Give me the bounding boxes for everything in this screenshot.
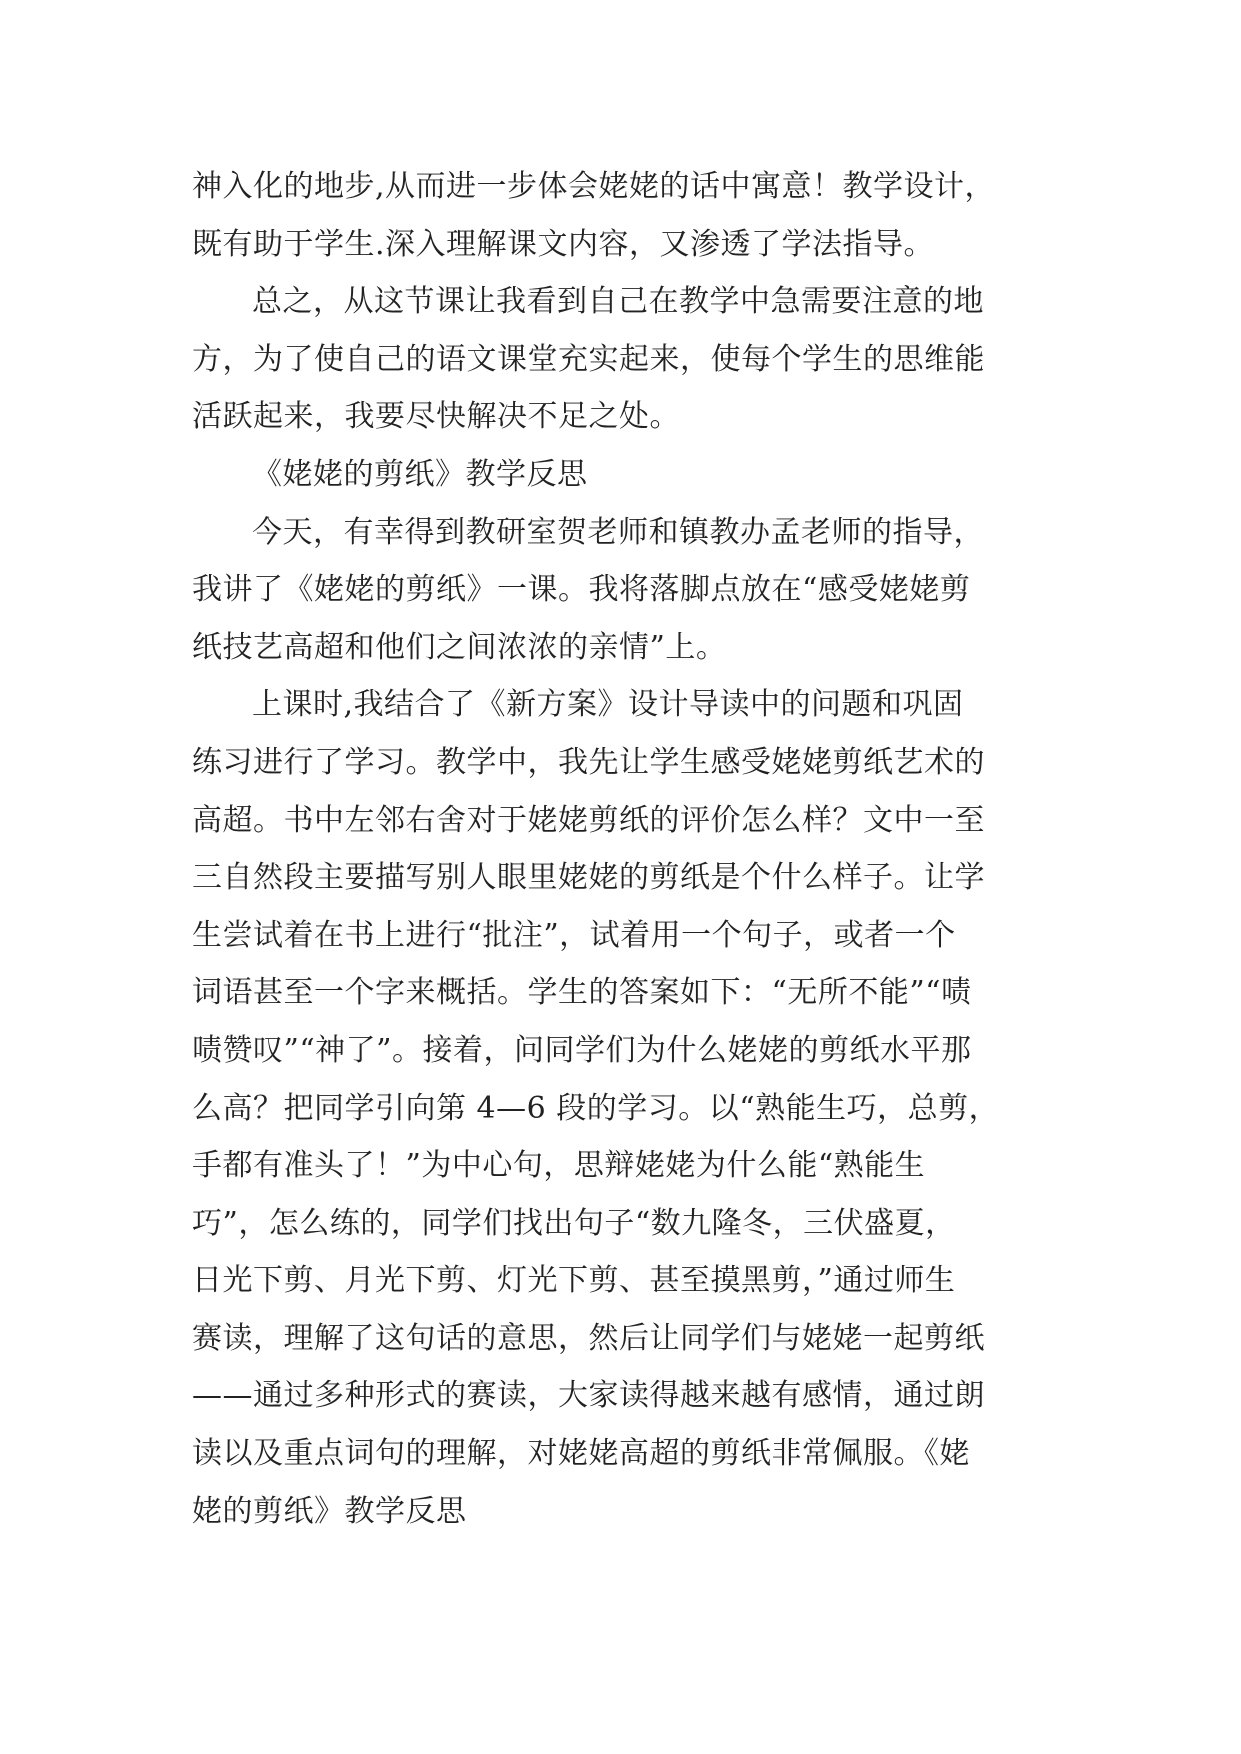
text-line: 姥的剪纸》教学反思: [192, 1493, 467, 1529]
text-line: 练习进行了学习。教学中，我先让学生感受姥姥剪纸艺术的: [192, 744, 985, 780]
text-line: 巧”，怎么练的，同学们找出句子“数九隆冬，三伏盛夏，: [192, 1205, 956, 1241]
text-line: 词语甚至一个字来概括。学生的答案如下：“无所不能”“啧: [192, 975, 972, 1011]
paragraph-start-line: 今天，有幸得到教研室贺老师和镇教办孟老师的指导，: [252, 514, 984, 550]
text-line: 么高？把同学引向第 4—6 段的学习。以“熟能生巧，总剪，: [192, 1090, 1000, 1126]
text-line: 日光下剪、月光下剪、灯光下剪、甚至摸黑剪，”通过师生: [192, 1263, 956, 1299]
text-line: 活跃起来，我要尽快解决不足之处。: [192, 399, 680, 435]
text-line: 读以及重点词句的理解，对姥姥高超的剪纸非常佩服。《姥: [192, 1436, 970, 1472]
text-line: 啧赞叹”“神了”。接着，问同学们为什么姥姥的剪纸水平那: [192, 1032, 972, 1068]
text-line: ——通过多种形式的赛读，大家读得越来越有感情，通过朗: [192, 1378, 985, 1414]
text-line: 方，为了使自己的语文课堂充实起来，使每个学生的思维能: [192, 341, 985, 377]
text-line: 手都有准头了！”为中心句，思辩姥姥为什么能“熟能生: [192, 1148, 926, 1184]
text-line: 生尝试着在书上进行“批注”，试着用一个句子，或者一个: [192, 917, 956, 953]
paragraph-start-line: 总之，从这节课让我看到自己在教学中急需要注意的地: [252, 284, 984, 320]
paragraph-start-line: 上课时,我结合了《新方案》设计导读中的问题和巩固: [252, 687, 964, 723]
text-line: 赛读，理解了这句话的意思，然后让同学们与姥姥一起剪纸: [192, 1320, 985, 1356]
text-line: 既有助于学生.深入理解课文内容，又渗透了学法指导。: [192, 226, 935, 262]
text-line: 高超。书中左邻右舍对于姥姥剪纸的评价怎么样？文中一至: [192, 802, 985, 838]
text-line: 神入化的地步,从而进一步体会姥姥的话中寓意！教学设计，: [192, 169, 996, 204]
text-line: 纸技艺高超和他们之间浓浓的亲情”上。: [192, 629, 727, 665]
section-title: 《姥姥的剪纸》教学反思: [252, 456, 588, 492]
text-line: 三自然段主要描写别人眼里姥姥的剪纸是个什么样子。让学: [192, 860, 985, 896]
body-text: [192, 158, 1092, 1540]
text-line: 我讲了《姥姥的剪纸》一课。我将落脚点放在“感受姥姥剪: [192, 572, 971, 608]
